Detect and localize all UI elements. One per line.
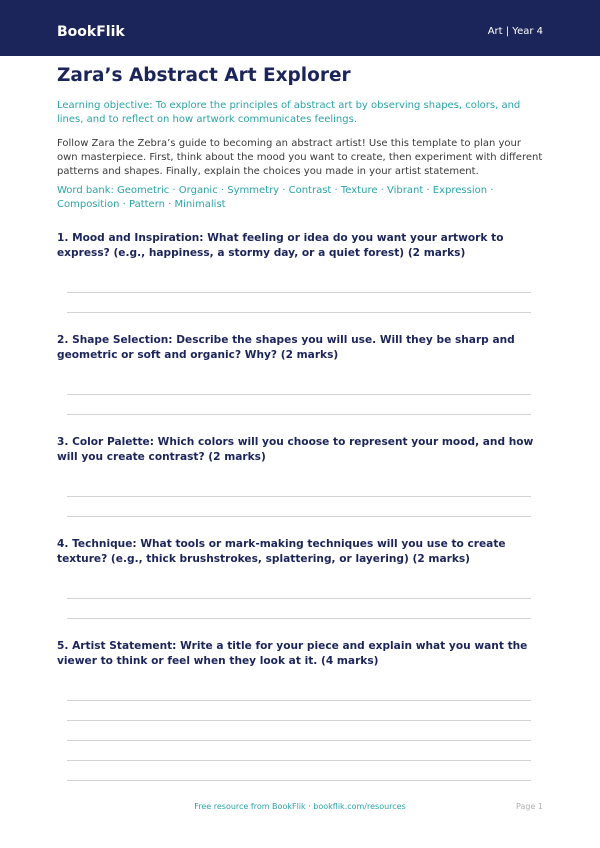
worksheet-title: Zara’s Abstract Art Explorer — [57, 65, 351, 86]
question-5: 5. Artist Statement: Write a title for your piece and explain what you want the viewer to think or feel when they look at it. (4 marks) — [57, 640, 528, 667]
answer-line[interactable] — [67, 292, 531, 293]
word-bank: Word bank: Geometric · Organic · Symmetry · Contrast · Texture · Vibrant · Expression · Composition · Pattern · Minimalist — [57, 185, 494, 210]
brand-logo[interactable]: BookFlik — [57, 24, 125, 40]
answer-line[interactable] — [67, 700, 531, 701]
page-number: Page 1 — [516, 802, 543, 811]
answer-line[interactable] — [67, 516, 531, 517]
question-3: 3. Color Palette: Which colors will you choose to represent your mood, and how will you create contrast? (2 marks) — [57, 436, 534, 463]
learning-objective: Learning objective: To explore the principles of abstract art by observing shapes, colors, and lines, and to reflect on how artwork communicates feelings. — [57, 100, 521, 125]
answer-line[interactable] — [67, 760, 531, 761]
answer-line[interactable] — [67, 780, 531, 781]
intro-paragraph: Follow Zara the Zebra’s guide to becoming an abstract artist! Use this template to plan your own masterpiece. First, think about the mood you want to create, then experiment with different patterns and shapes. Finally, explain the choices you made in your artist statement. — [57, 138, 543, 177]
answer-line[interactable] — [67, 312, 531, 313]
answer-line[interactable] — [67, 394, 531, 395]
answer-line[interactable] — [67, 618, 531, 619]
answer-line[interactable] — [67, 598, 531, 599]
question-1: 1. Mood and Inspiration: What feeling or idea do you want your artwork to express? (e.g., happiness, a stormy day, or a quiet forest) (2 marks) — [57, 232, 504, 259]
answer-line[interactable] — [67, 720, 531, 721]
question-2: 2. Shape Selection: Describe the shapes you will use. Will they be sharp and geometric or soft and organic? Why? (2 marks) — [57, 334, 515, 361]
subject-year-label: Art | Year 4 — [487, 26, 543, 37]
answer-line[interactable] — [67, 740, 531, 741]
header-bar — [0, 0, 600, 56]
footer-resource-link[interactable]: Free resource from BookFlik · bookflik.com/resources — [194, 802, 406, 811]
answer-line[interactable] — [67, 414, 531, 415]
answer-line[interactable] — [67, 496, 531, 497]
question-4: 4. Technique: What tools or mark-making techniques will you use to create texture? (e.g., thick brushstrokes, splattering, or layering) (2 marks) — [57, 538, 506, 565]
